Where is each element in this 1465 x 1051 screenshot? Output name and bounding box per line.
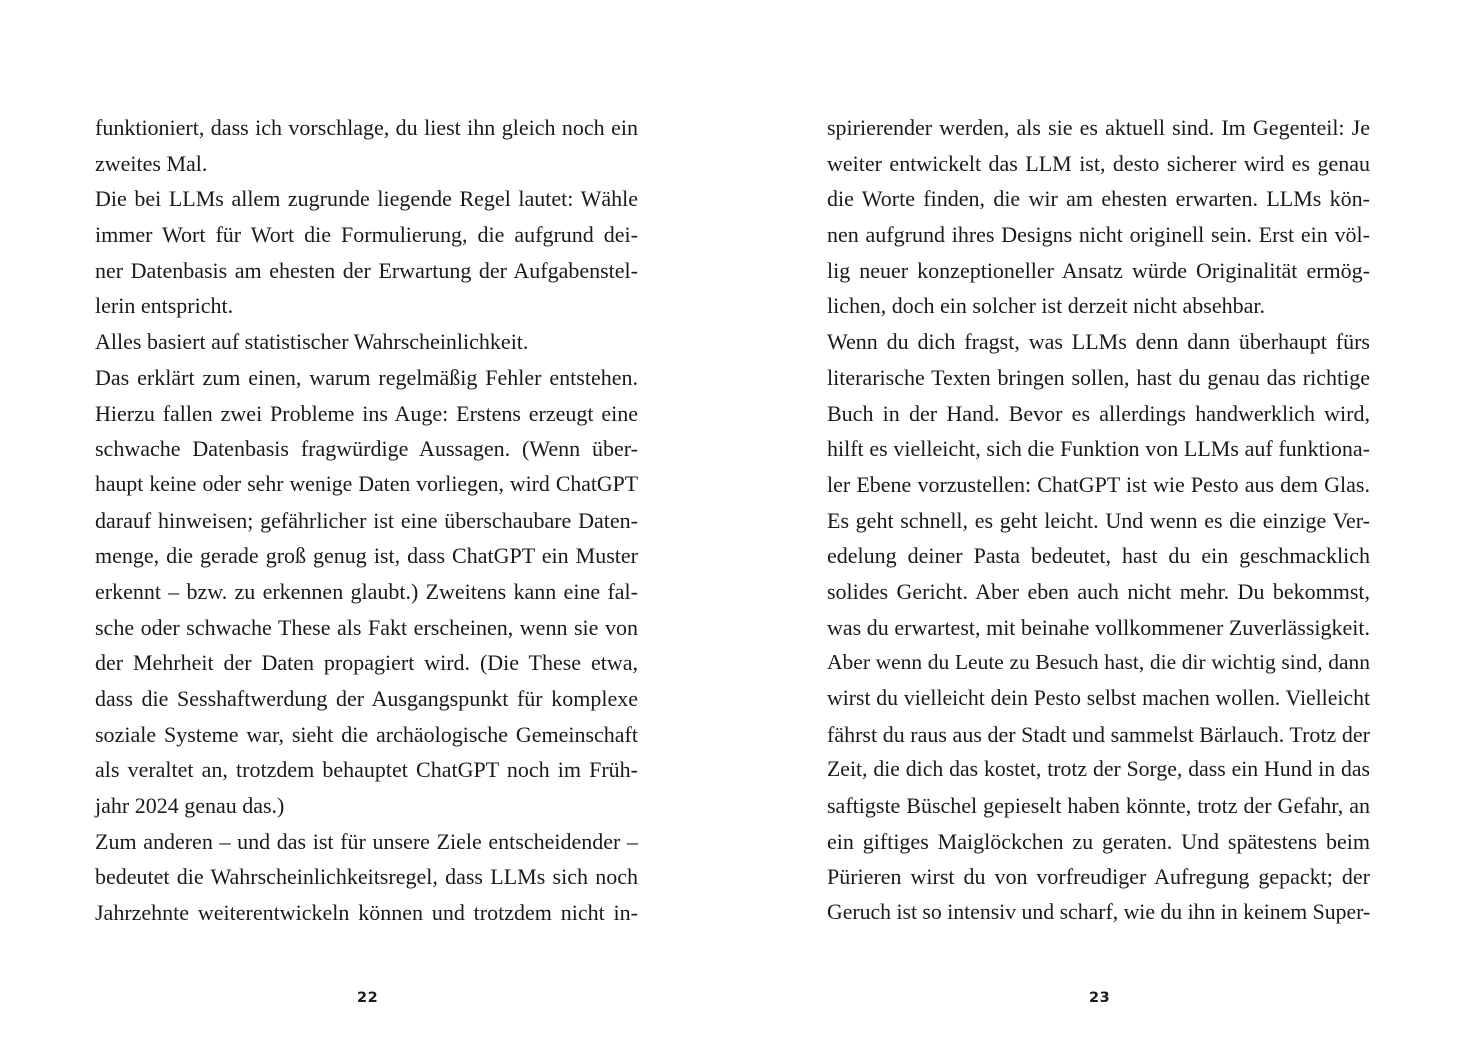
text-line: Das erklärt zum einen, warum regelmäßig Fehler entstehen. bbox=[95, 364, 638, 390]
text-line: Alles basiert auf statistischer Wahrscheinlichkeit. bbox=[95, 329, 529, 355]
text-line: Geruch ist so intensiv und scharf, wie du ihn in keinem Super- bbox=[827, 900, 1371, 925]
text-line: dass die Sesshaftwerdung der Ausgangspunkt für komplexe bbox=[95, 686, 638, 711]
text-line: saftigste Büschel gepieselt haben könnte, trotz der Gefahr, an bbox=[827, 793, 1370, 819]
text-line: erkennt – bzw. zu erkennen glaubt.) Zweitens kann eine fal- bbox=[95, 578, 638, 604]
left-page-body bbox=[95, 110, 638, 931]
text-line: spirierender werden, als sie es aktuell sind. Im Gegenteil: Je bbox=[827, 115, 1370, 140]
text-line: literarische Texten bringen sollen, hast du genau das richtige bbox=[827, 364, 1370, 390]
page-number-right: 23 bbox=[1089, 990, 1111, 1006]
text-line: funktioniert, dass ich vorschlage, du liest ihn gleich noch ein bbox=[95, 115, 638, 140]
text-line: edelung deiner Pasta bedeutet, hast du ein geschmacklich bbox=[827, 543, 1370, 569]
text-line: Jahrzehnte weiterentwickeln können und trotzdem nicht in- bbox=[95, 900, 638, 926]
text-line: weiter entwickelt das LLM ist, desto sicherer wird es genau bbox=[827, 150, 1370, 176]
text-line: schwache Datenbasis fragwürdige Aussagen. (Wenn über- bbox=[95, 436, 638, 462]
text-line: wirst du vielleicht dein Pesto selbst machen wollen. Vielleicht bbox=[827, 686, 1370, 710]
text-line: ner Datenbasis am ehesten der Erwartung der Aufgabenstel- bbox=[95, 257, 638, 283]
text-line: immer Wort für Wort die Formulierung, die aufgrund dei- bbox=[95, 222, 638, 248]
left-page bbox=[0, 0, 732, 1051]
text-line: Zum anderen – und das ist für unsere Ziele entscheidender – bbox=[95, 828, 638, 854]
text-line: Es geht schnell, es geht leicht. Und wenn es die einzige Ver- bbox=[827, 507, 1370, 533]
text-line: was du erwartest, mit beinahe vollkommener Zuverlässigkeit. bbox=[827, 614, 1370, 640]
text-line: lig neuer konzeptioneller Ansatz würde Originalität ermög- bbox=[827, 257, 1370, 283]
text-line: sche oder schwache These als Fakt erscheinen, wenn sie von bbox=[95, 614, 638, 640]
text-line: ler Ebene vorzustellen: ChatGPT ist wie Pesto aus dem Glas. bbox=[827, 471, 1370, 497]
text-line: als veraltet an, trotzdem behauptet ChatGPT noch im Früh- bbox=[95, 757, 638, 783]
text-line: die Worte finden, die wir am ehesten erwarten. LLMs kön- bbox=[827, 186, 1370, 212]
text-line: Aber wenn du Leute zu Besuch hast, die dir wichtig sind, dann bbox=[827, 650, 1370, 675]
text-line: Buch in der Hand. Bevor es allerdings handwerklich wird, bbox=[827, 400, 1370, 426]
right-page-body bbox=[827, 110, 1370, 931]
text-line: zweites Mal. bbox=[95, 150, 208, 176]
text-line: lichen, doch ein solcher ist derzeit nicht absehbar. bbox=[827, 293, 1266, 319]
text-line: lerin entspricht. bbox=[95, 293, 234, 319]
text-line: hilft es vielleicht, sich die Funktion von LLMs auf funktiona- bbox=[827, 436, 1370, 462]
page-number-left: 22 bbox=[357, 990, 379, 1006]
text-line: soziale Systeme war, sieht die archäologische Gemeinschaft bbox=[95, 721, 638, 747]
text-line: bedeutet die Wahrscheinlichkeitsregel, dass LLMs sich noch bbox=[95, 864, 638, 890]
text-line: nen aufgrund ihres Designs nicht originell sein. Erst ein völ- bbox=[827, 222, 1370, 248]
text-line: Zeit, die dich das kostet, trotz der Sorge, dass ein Hund in das bbox=[827, 757, 1370, 782]
text-line: der Mehrheit der Daten propagiert wird. (Die These etwa, bbox=[95, 650, 638, 676]
text-line: jahr 2024 genau das.) bbox=[95, 793, 285, 819]
text-line: haupt keine oder sehr wenige Daten vorliegen, wird ChatGPT bbox=[95, 471, 638, 496]
text-line: menge, die gerade groß genug ist, dass ChatGPT ein Muster bbox=[95, 543, 638, 569]
text-line: ein giftiges Maiglöckchen zu geraten. Und spätestens beim bbox=[827, 828, 1370, 854]
right-page bbox=[732, 0, 1464, 1051]
text-line: Hierzu fallen zwei Probleme ins Auge: Erstens erzeugt eine bbox=[95, 400, 638, 426]
text-line: Wenn du dich fragst, was LLMs denn dann überhaupt fürs bbox=[827, 329, 1370, 355]
text-line: Pürieren wirst du von vorfreudiger Aufregung gepackt; der bbox=[827, 864, 1370, 890]
text-line: fährst du raus aus der Stadt und sammelst Bärlauch. Trotz der bbox=[827, 721, 1370, 747]
text-line: solides Gericht. Aber eben auch nicht mehr. Du bekommst, bbox=[827, 578, 1370, 604]
text-line: Die bei LLMs allem zugrunde liegende Regel lautet: Wähle bbox=[95, 186, 638, 212]
text-line: darauf hinweisen; gefährlicher ist eine überschaubare Daten- bbox=[95, 507, 638, 533]
